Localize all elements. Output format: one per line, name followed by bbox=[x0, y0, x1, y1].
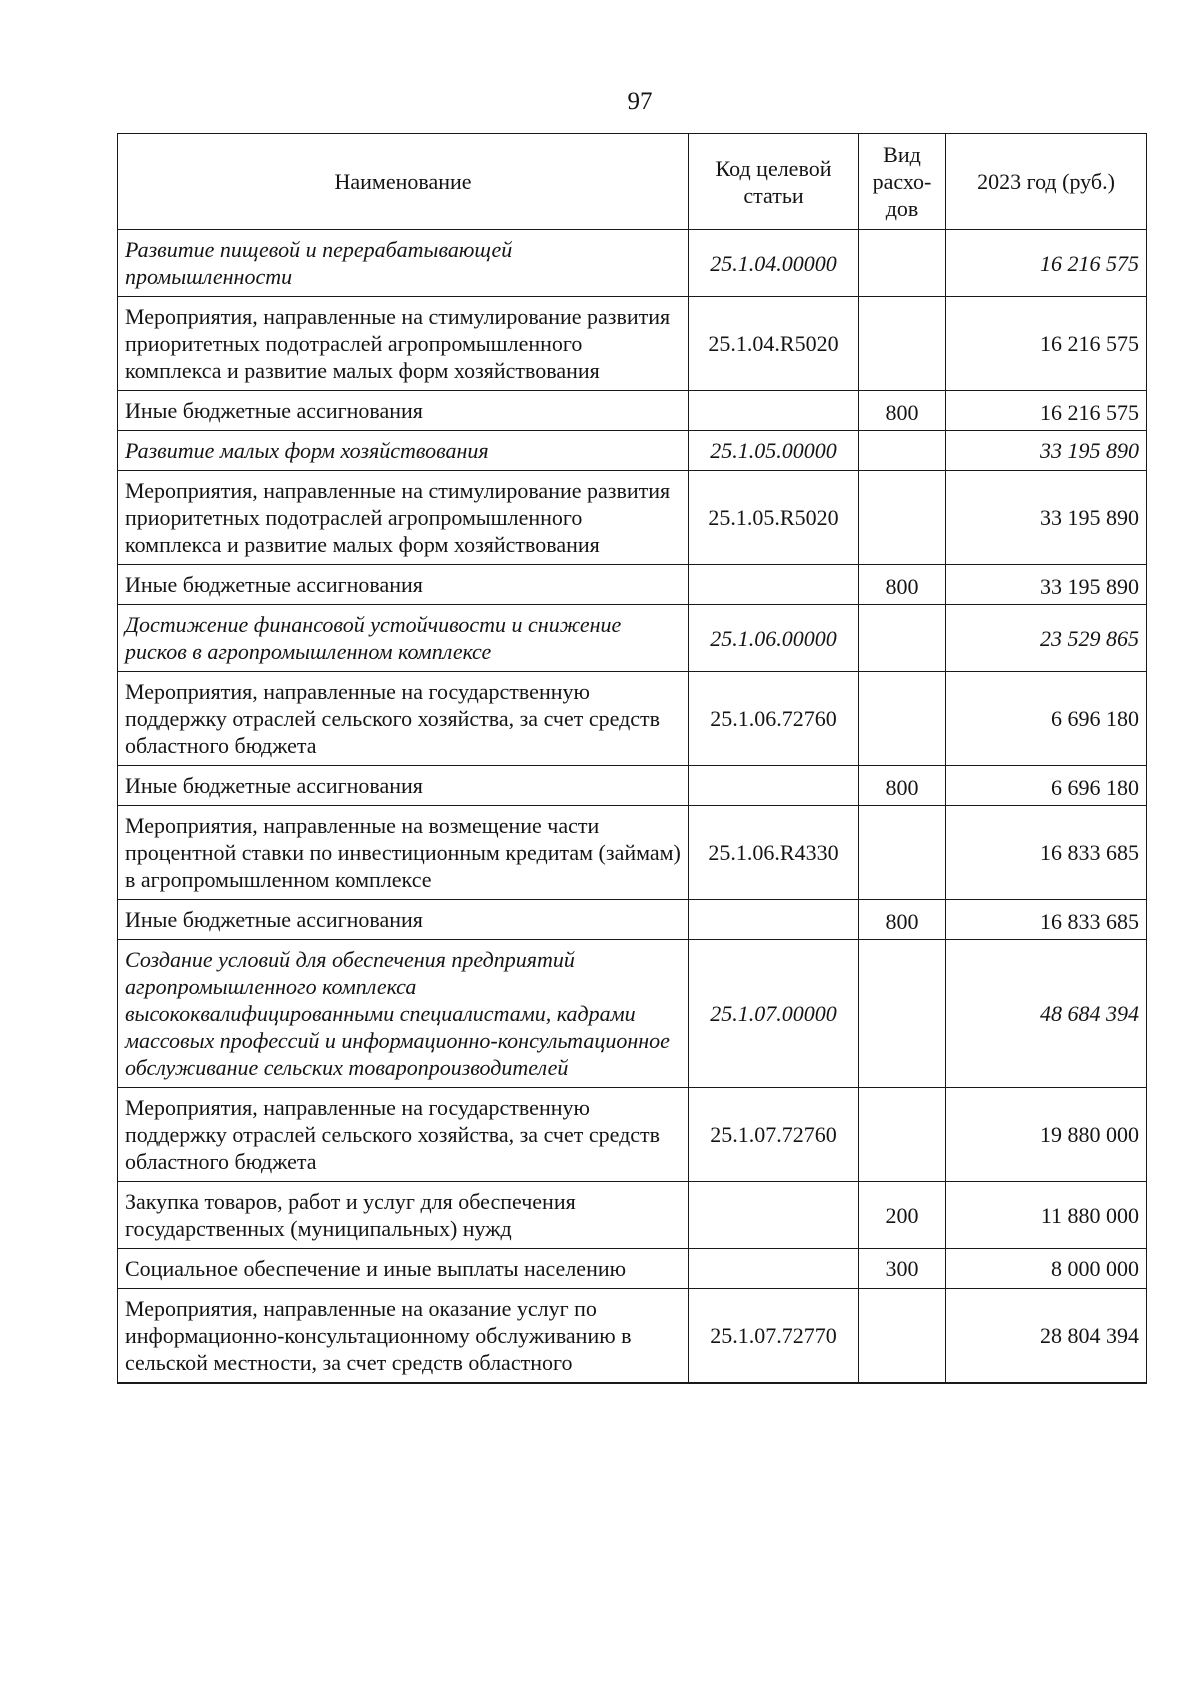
table-row bbox=[118, 672, 1147, 766]
row-code: 25.1.06.00000 bbox=[689, 605, 859, 672]
table-row bbox=[118, 900, 1147, 940]
row-amount: 11 880 000 bbox=[946, 1182, 1147, 1249]
row-amount: 16 216 575 bbox=[946, 391, 1147, 431]
row-amount: 16 833 685 bbox=[946, 806, 1147, 900]
row-type: 800 bbox=[859, 565, 946, 605]
row-amount: 6 696 180 bbox=[946, 766, 1147, 806]
row-amount: 19 880 000 bbox=[946, 1088, 1147, 1182]
header-code: Код целевой статьи bbox=[689, 134, 859, 230]
row-name: Мероприятия, направленные на возмещение части процентной ставки по инвестиционным кредитам (займам) в агропромышленном комплексе bbox=[118, 806, 689, 900]
table-row bbox=[118, 297, 1147, 391]
row-type bbox=[859, 1289, 946, 1384]
row-name: Иные бюджетные ассигнования bbox=[118, 900, 689, 940]
row-amount: 33 195 890 bbox=[946, 431, 1147, 471]
header-type: Вид расхо-дов bbox=[859, 134, 946, 230]
row-code bbox=[689, 1249, 859, 1289]
table-row bbox=[118, 391, 1147, 431]
table-row bbox=[118, 230, 1147, 297]
header-row bbox=[118, 134, 1147, 230]
row-type bbox=[859, 297, 946, 391]
table-row bbox=[118, 806, 1147, 900]
row-name: Социальное обеспечение и иные выплаты населению bbox=[118, 1249, 689, 1289]
table-row bbox=[118, 605, 1147, 672]
row-amount: 33 195 890 bbox=[946, 565, 1147, 605]
table-row bbox=[118, 565, 1147, 605]
row-code: 25.1.06.R4330 bbox=[689, 806, 859, 900]
row-code bbox=[689, 900, 859, 940]
row-code bbox=[689, 391, 859, 431]
row-type: 800 bbox=[859, 391, 946, 431]
row-name: Мероприятия, направленные на государственную поддержку отраслей сельского хозяйства, за счет средств областного бюджета bbox=[118, 672, 689, 766]
row-type: 200 bbox=[859, 1182, 946, 1249]
row-code: 25.1.05.00000 bbox=[689, 431, 859, 471]
row-code bbox=[689, 1182, 859, 1249]
row-name: Мероприятия, направленные на стимулирование развития приоритетных подотраслей агропромышленного комплекса и развитие малых форм хозяйствования bbox=[118, 297, 689, 391]
row-type bbox=[859, 940, 946, 1088]
row-amount: 16 833 685 bbox=[946, 900, 1147, 940]
row-type bbox=[859, 230, 946, 297]
row-name: Развитие пищевой и перерабатывающей промышленности bbox=[118, 230, 689, 297]
row-name: Иные бюджетные ассигнования bbox=[118, 565, 689, 605]
row-code: 25.1.04.R5020 bbox=[689, 297, 859, 391]
row-code bbox=[689, 766, 859, 806]
row-type bbox=[859, 605, 946, 672]
table-row bbox=[118, 1249, 1147, 1289]
header-name: Наименование bbox=[118, 134, 689, 230]
row-amount: 33 195 890 bbox=[946, 471, 1147, 565]
row-code: 25.1.05.R5020 bbox=[689, 471, 859, 565]
row-name: Создание условий для обеспечения предприятий агропромышленного комплекса высококвалифицированными специалистами, кадрами массовых профессий и информационно-консультационное обслуживание сельских товаропроизводителей bbox=[118, 940, 689, 1088]
row-amount: 28 804 394 bbox=[946, 1289, 1147, 1384]
row-code: 25.1.07.00000 bbox=[689, 940, 859, 1088]
table-row bbox=[118, 431, 1147, 471]
row-name: Иные бюджетные ассигнования bbox=[118, 391, 689, 431]
row-type: 300 bbox=[859, 1249, 946, 1289]
row-name: Мероприятия, направленные на стимулирование развития приоритетных подотраслей агропромышленного комплекса и развитие малых форм хозяйствования bbox=[118, 471, 689, 565]
row-amount: 8 000 000 bbox=[946, 1249, 1147, 1289]
table-row bbox=[118, 940, 1147, 1088]
budget-table bbox=[117, 133, 1147, 1384]
row-type bbox=[859, 1088, 946, 1182]
table-row bbox=[118, 1182, 1147, 1249]
page-number: 97 bbox=[627, 88, 653, 115]
row-code: 25.1.04.00000 bbox=[689, 230, 859, 297]
row-type: 800 bbox=[859, 766, 946, 806]
row-name: Достижение финансовой устойчивости и снижение рисков в агропромышленном комплексе bbox=[118, 605, 689, 672]
row-name: Мероприятия, направленные на государственную поддержку отраслей сельского хозяйства, за счет средств областного бюджета bbox=[118, 1088, 689, 1182]
table-row bbox=[118, 766, 1147, 806]
table-row bbox=[118, 1289, 1147, 1384]
row-code: 25.1.06.72760 bbox=[689, 672, 859, 766]
row-amount: 16 216 575 bbox=[946, 230, 1147, 297]
row-amount: 6 696 180 bbox=[946, 672, 1147, 766]
row-code: 25.1.07.72770 bbox=[689, 1289, 859, 1384]
row-type bbox=[859, 806, 946, 900]
table-row bbox=[118, 1088, 1147, 1182]
row-name: Мероприятия, направленные на оказание услуг по информационно-консультационному обслуживанию в сельской местности, за счет средств областного bbox=[118, 1289, 689, 1384]
row-name: Развитие малых форм хозяйствования bbox=[118, 431, 689, 471]
row-amount: 23 529 865 bbox=[946, 605, 1147, 672]
row-amount: 48 684 394 bbox=[946, 940, 1147, 1088]
row-amount: 16 216 575 bbox=[946, 297, 1147, 391]
row-code: 25.1.07.72760 bbox=[689, 1088, 859, 1182]
row-type bbox=[859, 672, 946, 766]
row-type: 800 bbox=[859, 900, 946, 940]
row-type bbox=[859, 471, 946, 565]
row-name: Иные бюджетные ассигнования bbox=[118, 766, 689, 806]
header-amount: 2023 год (руб.) bbox=[946, 134, 1147, 230]
row-name: Закупка товаров, работ и услуг для обеспечения государственных (муниципальных) нужд bbox=[118, 1182, 689, 1249]
row-code bbox=[689, 565, 859, 605]
row-type bbox=[859, 431, 946, 471]
table-row bbox=[118, 471, 1147, 565]
